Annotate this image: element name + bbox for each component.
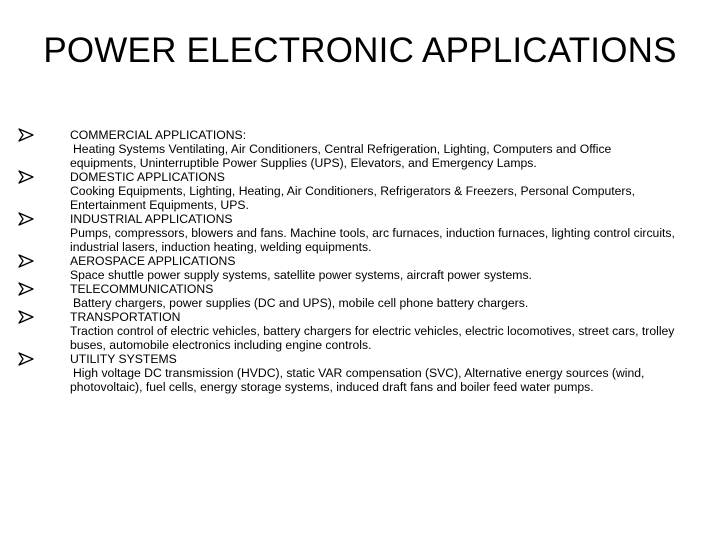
item-heading: TELECOMMUNICATIONS	[70, 282, 214, 296]
item-heading: UTILITY SYSTEMS	[70, 352, 177, 366]
item-description: Battery chargers, power supplies (DC and UPS), mobile cell phone battery chargers.	[73, 296, 529, 310]
applications-list	[18, 128, 678, 394]
item-heading: AEROSPACE APPLICATIONS	[70, 254, 236, 268]
item-description: Heating Systems Ventilating, Air Conditioners, Central Refrigeration, Lighting, Computers and Office equipments, Uninterruptible Power Supplies (UPS), Elevators, and Emergency Lamps.	[70, 142, 612, 170]
item-description: Space shuttle power supply systems, satellite power systems, aircraft power systems.	[70, 268, 532, 282]
item-heading: COMMERCIAL APPLICATIONS:	[70, 128, 247, 142]
item-description: High voltage DC transmission (HVDC), static VAR compensation (SVC), Alternative energy sources (wind, photovoltaic), fuel cells, energy storage systems, induced draft fans and boiler feed water pumps.	[70, 366, 645, 394]
arrow-bullet-icon	[18, 310, 34, 324]
list-item-domestic	[18, 170, 678, 212]
arrow-bullet-icon	[18, 254, 34, 268]
item-description: Cooking Equipments, Lighting, Heating, Air Conditioners, Refrigerators & Freezers, Personal Computers, Entertainment Equipments, UPS.	[70, 184, 635, 212]
arrow-bullet-icon	[18, 352, 34, 366]
list-item-aerospace	[18, 254, 678, 282]
item-heading: DOMESTIC APPLICATIONS	[70, 170, 225, 184]
arrow-bullet-icon	[18, 170, 34, 184]
list-item-utility-systems	[18, 352, 678, 394]
list-item-telecommunications	[18, 282, 678, 310]
arrow-bullet-icon	[18, 128, 34, 142]
slide-title: POWER ELECTRONIC APPLICATIONS	[43, 31, 677, 70]
item-heading: TRANSPORTATION	[70, 310, 181, 324]
list-item-commercial	[18, 128, 678, 170]
list-item-transportation	[18, 310, 678, 352]
arrow-bullet-icon	[18, 212, 34, 226]
item-heading: INDUSTRIAL APPLICATIONS	[70, 212, 233, 226]
item-description: Pumps, compressors, blowers and fans. Machine tools, arc furnaces, induction furnaces, lighting control circuits, industrial lasers, induction heating, welding equipments.	[70, 226, 675, 254]
list-item-industrial	[18, 212, 678, 254]
arrow-bullet-icon	[18, 282, 34, 296]
item-description: Traction control of electric vehicles, battery chargers for electric vehicles, electric locomotives, street cars, trolley buses, automobile electronics including engine controls.	[70, 324, 675, 352]
